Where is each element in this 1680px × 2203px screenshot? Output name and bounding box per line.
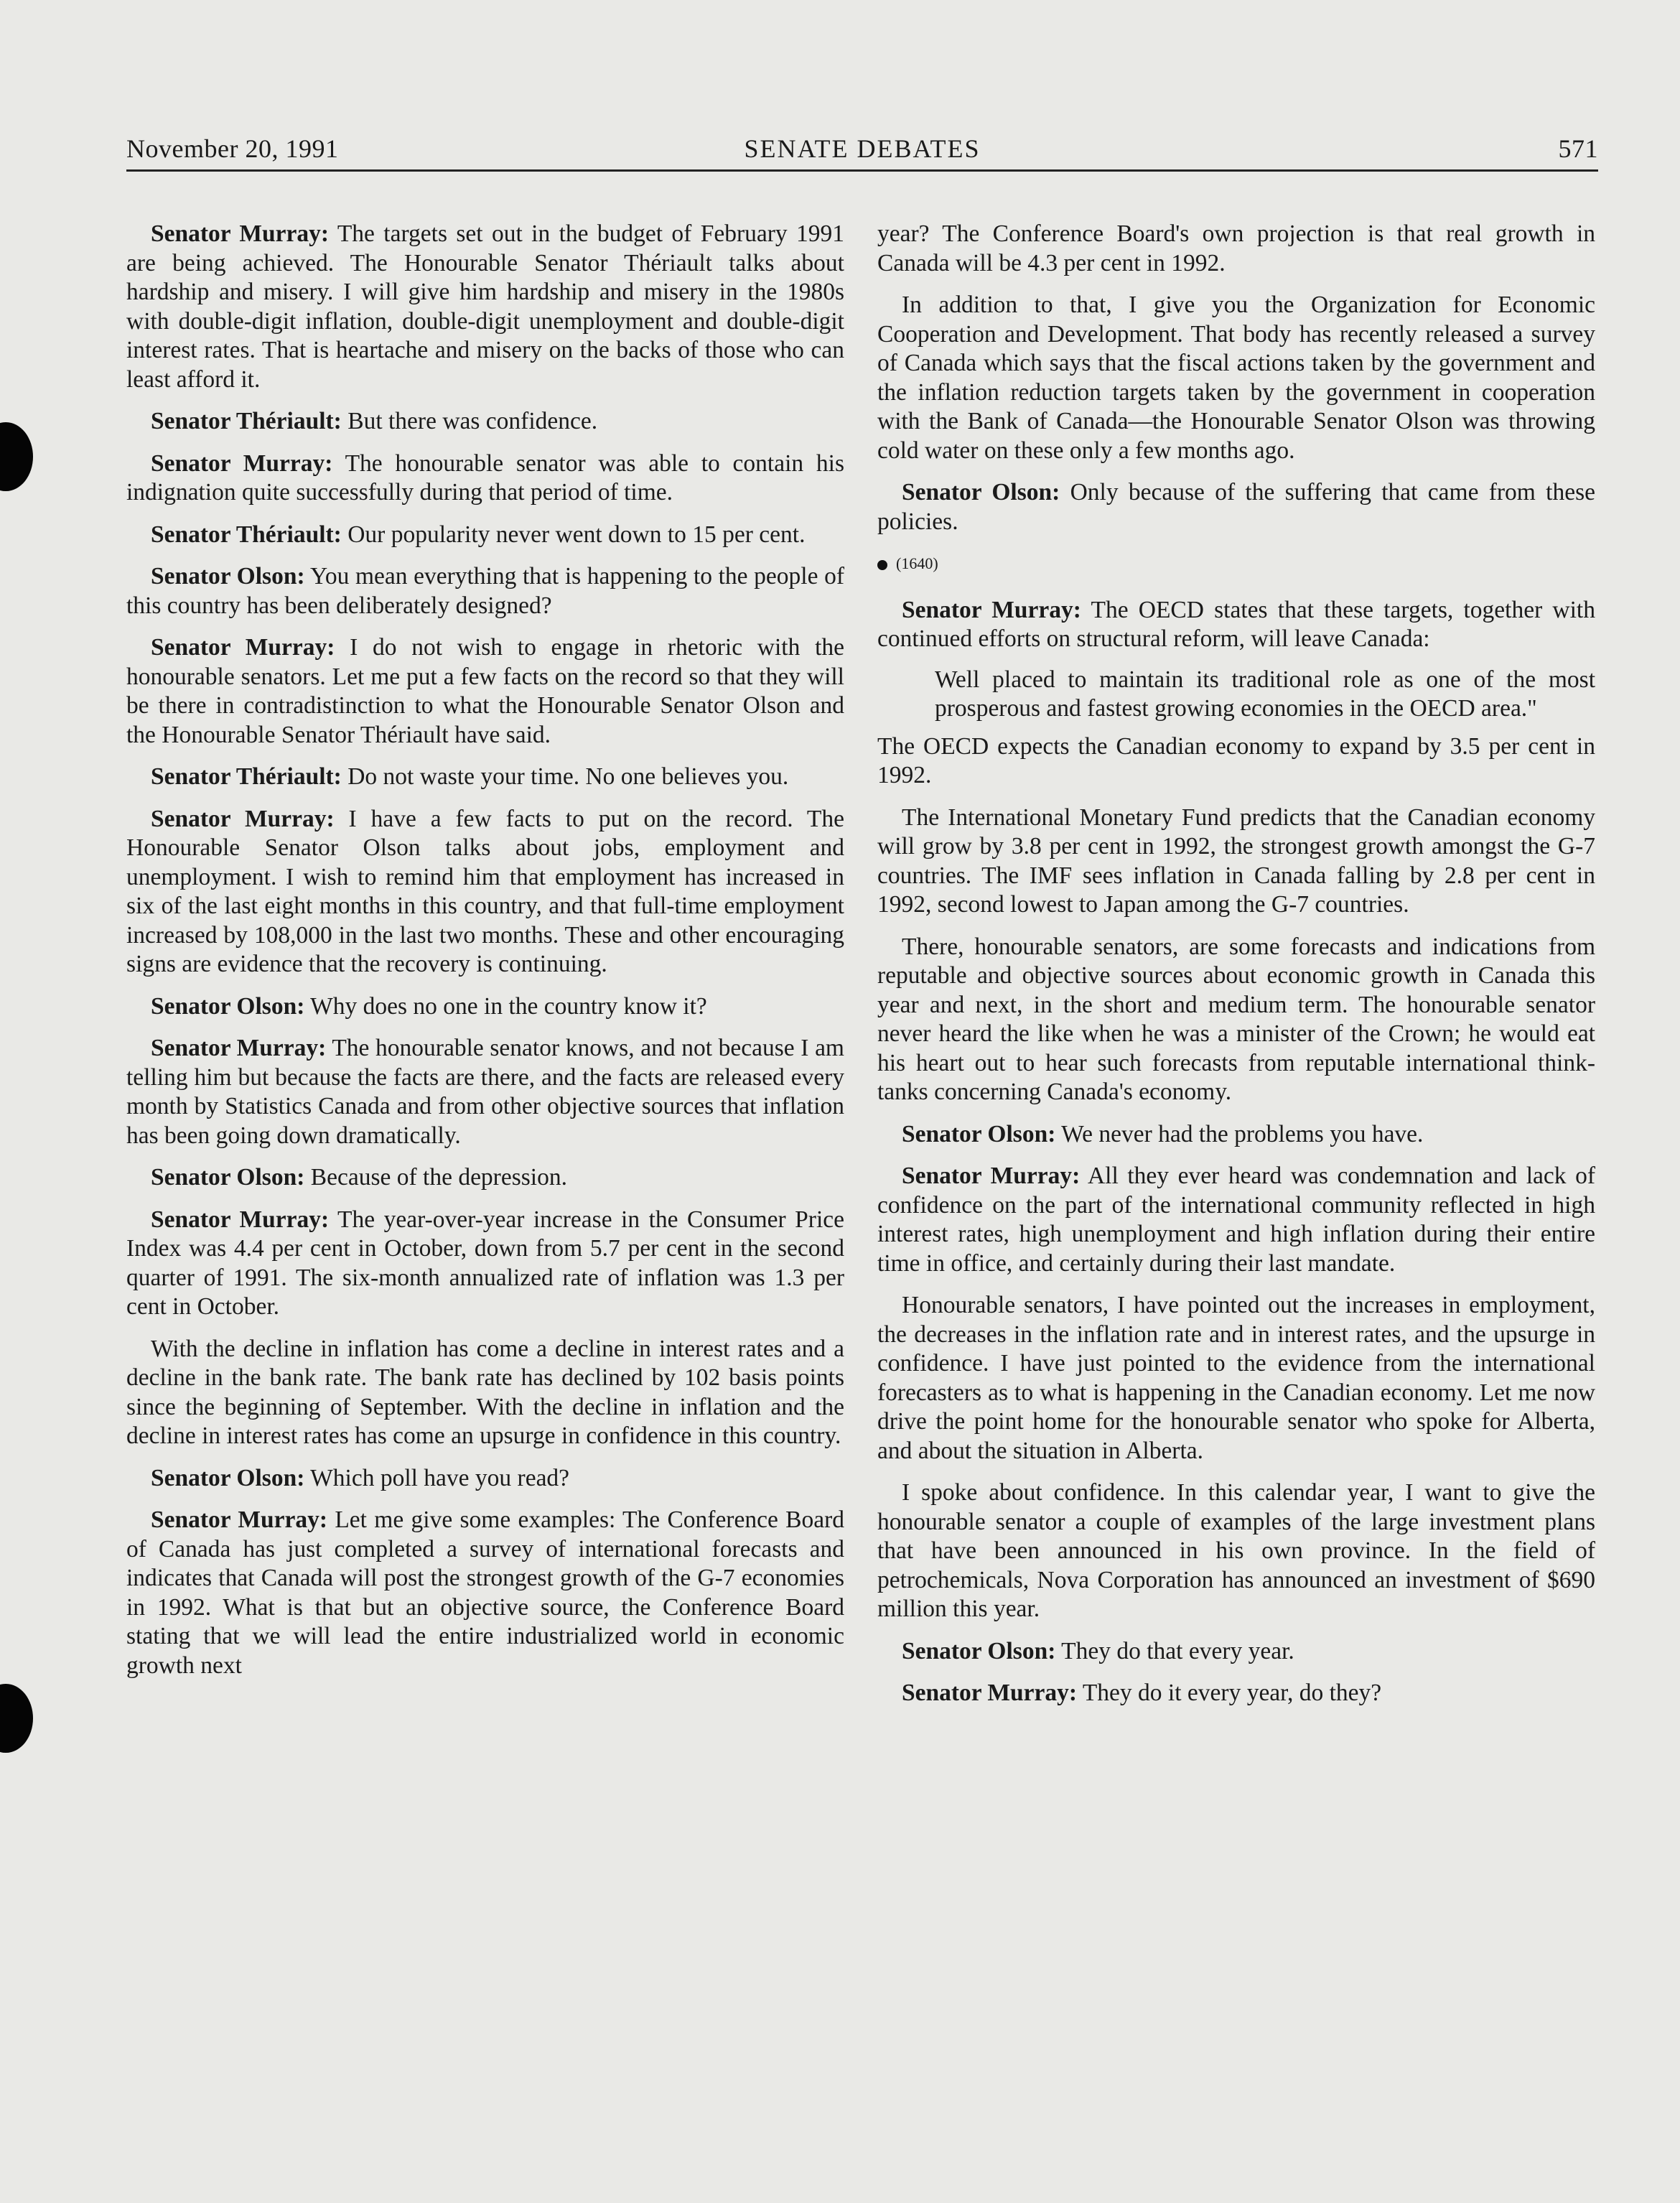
paragraph — [126, 1506, 844, 1680]
paragraph — [877, 1120, 1595, 1150]
paragraph: The International Monetary Fund predicts that the Canadian economy will grow by 3.8 per cent in 1992, the strongest growth amongst the G-7 countries. The IMF sees inflation in Canada falling by 2.8 per cent in 1992, second lowest to Japan among the G-7 countries. — [877, 804, 1595, 918]
speech-text: All they ever heard was condemnation and lack of confidence on the part of the international community reflected in high interest rates, high unemployment and high inflation during their entire time in office, and certainly during their last mandate. — [877, 1163, 1595, 1277]
speaker-name: Senator Murray: — [151, 1206, 330, 1233]
speech-text: The honourable senator knows, and not because I am telling him but because the facts are there, and the facts are released every month by Statistics Canada and from other objective sources that inflation has been going down dramatically. — [126, 1035, 844, 1149]
paragraph — [126, 450, 844, 508]
paragraph: year? The Conference Board's own projection is that real growth in Canada will be 4.3 per cent in 1992. — [877, 220, 1595, 276]
paragraph — [126, 805, 844, 979]
speech-text: Only because of the suffering that came from these policies. — [877, 479, 1595, 535]
speech-text: The year-over-year increase in the Consumer Price Index was 4.4 per cent in October, down from 5.7 per cent in the second quarter of 1991. The six-month annualized rate of inflation was 1.3 per cent in October. — [126, 1206, 844, 1320]
speaker-name: Senator Olson: — [151, 992, 305, 1020]
speaker-name: Senator Murray: — [902, 596, 1081, 623]
paragraph — [126, 1464, 844, 1494]
paragraph — [126, 521, 844, 550]
speaker-name: Senator Olson: — [151, 1464, 305, 1491]
paragraph — [126, 1163, 844, 1193]
paragraph — [126, 992, 844, 1022]
speaker-name: Senator Murray: — [151, 1506, 328, 1533]
paragraph — [126, 763, 844, 792]
speaker-name: Senator Thériault: — [151, 763, 342, 790]
time-marker-text: (1640) — [896, 554, 938, 572]
speech-text: We never had the problems you have. — [1055, 1120, 1424, 1147]
speaker-name: Senator Murray: — [151, 1035, 327, 1061]
paragraph — [877, 1637, 1595, 1667]
left-column — [126, 220, 844, 1693]
speech-text: You mean everything that is happening to the people of this country has been deliberately designed? — [126, 563, 844, 619]
header-title: SENATE DEBATES — [744, 134, 981, 163]
paragraph — [126, 1034, 844, 1150]
speaker-name: Senator Olson: — [151, 1164, 305, 1191]
speaker-name: Senator Thériault: — [151, 408, 342, 434]
speaker-name: Senator Murray: — [902, 1680, 1078, 1706]
paragraph — [877, 478, 1595, 536]
speaker-name: Senator Murray: — [151, 634, 335, 661]
speaker-name: Senator Olson: — [902, 479, 1060, 506]
header-rule — [126, 169, 1598, 172]
speech-text: Because of the depression. — [304, 1164, 567, 1191]
speaker-name: Senator Murray: — [151, 450, 333, 477]
speech-text: Do not waste your time. No one believes you. — [341, 763, 789, 790]
speech-text: They do it every year, do they? — [1077, 1680, 1382, 1706]
block-quote: Well placed to maintain its traditional role as one of the most prosperous and fastest growing economies in the OECD area." — [935, 666, 1595, 722]
page-number: 571 — [1558, 134, 1598, 163]
speech-text: They do that every year. — [1055, 1637, 1294, 1664]
paragraph: Honourable senators, I have pointed out the increases in employment, the decreases in the inflation rate and in interest rates, and the upsurge in confidence. I have just pointed to the evidence from the international forecasters as to what is happening in the Canadian economy. Let me now drive the point home for the honourable senator who spoke for Alberta, and about the situation in Alberta. — [877, 1292, 1595, 1464]
bullet-icon — [877, 560, 887, 570]
paragraph — [126, 633, 844, 750]
speaker-name: Senator Olson: — [151, 563, 305, 590]
punch-hole-bottom — [0, 1684, 33, 1753]
speech-text: Our popularity never went down to 15 per cent. — [341, 521, 806, 548]
punch-hole-top — [0, 422, 33, 491]
paragraph — [126, 562, 844, 620]
paragraph — [877, 1679, 1595, 1708]
speaker-name: Senator Murray: — [151, 805, 335, 832]
speaker-name: Senator Murray: — [151, 220, 330, 247]
speech-text: I do not wish to engage in rhetoric with the honourable senators. Let me put a few facts on the record so that they will be there in contradistinction to what the Honourable Senator Olson and the Honourable Senator Thériault have said. — [126, 634, 844, 748]
paragraph: In addition to that, I give you the Organization for Economic Cooperation and Development. That body has recently released a survey of Canada which says that the fiscal actions taken by the government and the inflation reduction targets taken by the government in cooperation with the Bank of Canada—the Honourable Senator Olson was throwing cold water on these only a few months ago. — [877, 292, 1595, 464]
running-header — [126, 134, 1598, 169]
speech-text: I have a few facts to put on the record. The Honourable Senator Olson talks about jobs, employment and unemployment. I wish to remind him that employment has increased in six of the last eight months in this country, and that full-time employment increased by 108,000 in the last two months. These and other encouraging signs are evidence that the recovery is continuing. — [126, 805, 844, 977]
speech-text: The targets set out in the budget of February 1991 are being achieved. The Honourable Senator Thériault talks about hardship and misery. I will give him hardship and misery in the 1980s with double-digit inflation, double-digit unemployment and double-digit interest rates. That is heartache and misery on the backs of those who can least afford it. — [126, 220, 844, 393]
paragraph — [877, 596, 1595, 654]
paragraph: I spoke about confidence. In this calendar year, I want to give the honourable senator a couple of examples of the large investment plans that have been announced in his own province. In the field of petrochemicals, Nova Corporation has announced an investment of $690 million this year. — [877, 1479, 1595, 1622]
speaker-name: Senator Thériault: — [151, 521, 342, 548]
speaker-name: Senator Murray: — [902, 1163, 1081, 1189]
speech-text: But there was confidence. — [341, 408, 598, 434]
header-date: November 20, 1991 — [126, 134, 339, 163]
speech-text: Which poll have you read? — [304, 1464, 570, 1491]
paragraph: With the decline in inflation has come a decline in interest rates and a decline in the bank rate. The bank rate has declined by 102 basis points since the beginning of September. With the decline in inflation and the decline in interest rates has come an upsurge in confidence in this country. — [126, 1335, 844, 1449]
paragraph — [126, 407, 844, 437]
right-column — [877, 220, 1595, 1721]
paragraph — [877, 1162, 1595, 1278]
speaker-name: Senator Olson: — [902, 1120, 1056, 1147]
paragraph — [126, 1206, 844, 1322]
speech-text: Why does no one in the country know it? — [304, 992, 707, 1020]
time-marker — [877, 549, 1595, 579]
speech-text: Let me give some examples: The Conference Board of Canada has just completed a survey of international forecasts and indicates that Canada will post the strongest growth of the G-7 economies in 1992. What is that but an objective source, the Conference Board stating that we will lead the entire industrialized world in economic growth next — [126, 1506, 844, 1679]
speech-text: The OECD states that these targets, together with continued efforts on structural reform, will leave Canada: — [877, 596, 1595, 652]
paragraph — [126, 220, 844, 394]
paragraph: There, honourable senators, are some forecasts and indications from reputable and objective sources about economic growth in Canada this year and next, in the short and medium term. The honourable senator never heard the like when he was a minister of the Crown; he would eat his heart out to hear such forecasts from reputable international think-tanks concerning Canada's economy. — [877, 933, 1595, 1105]
paragraph: The OECD expects the Canadian economy to expand by 3.5 per cent in 1992. — [877, 732, 1595, 788]
speaker-name: Senator Olson: — [902, 1637, 1056, 1664]
speech-text: The honourable senator was able to contain his indignation quite successfully during that period of time. — [126, 450, 844, 506]
